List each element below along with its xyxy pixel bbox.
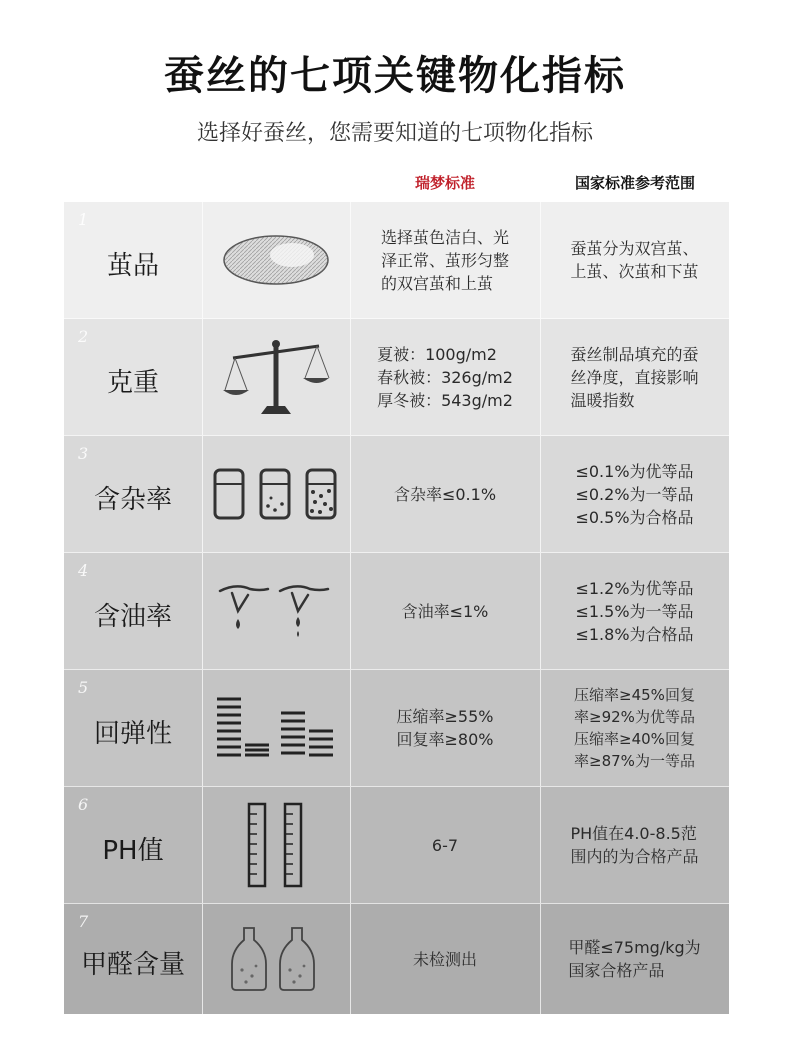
indicator-table (64, 202, 729, 1014)
table-row (64, 202, 729, 319)
bottle-icon (202, 904, 350, 1014)
table-row (64, 319, 729, 436)
indicator-name: 克重 (106, 367, 159, 398)
ruimeng-standard-text: 选择茧色洁白、光 泽正常、茧形匀整 的双宫茧和上茧 (380, 227, 509, 293)
beakers-icon (202, 436, 350, 552)
national-standard-text: ≤0.1%为优等品 ≤0.2%为一等品 ≤0.5%为合格品 (575, 461, 694, 527)
page-title: 蚕丝的七项关键物化指标 (164, 53, 626, 99)
header-ruimeng-standard: 瑞梦标准 (414, 174, 475, 192)
row-number: 6 (78, 795, 89, 814)
cocoon-icon (202, 202, 350, 318)
header-national-standard: 国家标准参考范围 (574, 174, 695, 192)
indicator-name: 含油率 (93, 601, 172, 632)
national-standard-text: 蚕茧分为双宫茧、 上茧、次茧和下茧 (570, 239, 699, 281)
indicator-name: 茧品 (106, 250, 159, 281)
ruimeng-standard-text: 6-7 (431, 835, 459, 855)
national-standard-text: 压缩率≥45%回复 率≥92%为优等品 压缩率≥40%回复 率≥87%为一等品 (574, 686, 695, 770)
table-row (64, 904, 729, 1014)
national-standard-text: 蚕丝制品填充的蚕 丝净度，直接影响 温暖指数 (570, 344, 699, 410)
indicator-name: 甲醛含量 (80, 949, 185, 980)
indicator-name: 回弹性 (93, 718, 172, 749)
national-standard-text: 甲醛≤75mg/kg为 国家合格产品 (568, 938, 701, 980)
indicator-name: PH值 (102, 835, 164, 866)
table-row (64, 553, 729, 670)
row-number: 3 (78, 444, 89, 463)
row-number: 1 (78, 210, 89, 229)
page-subtitle: 选择好蚕丝，您需要知道的七项物化指标 (196, 121, 593, 146)
row-number: 2 (78, 327, 89, 346)
row-number: 7 (78, 912, 89, 931)
ruimeng-standard-text: 未检测出 (412, 949, 477, 969)
ruimeng-standard-text: 含油率≤1% (401, 601, 489, 621)
row-number: 4 (78, 561, 89, 580)
ruimeng-standard-text: 夏被：100g/m2 春秋被：326g/m2 厚冬被：543g/m2 (377, 344, 513, 410)
table-row (64, 436, 729, 553)
ruimeng-standard-text: 含杂率≤0.1% (393, 484, 497, 504)
table-row (64, 670, 729, 787)
indicator-name: 含杂率 (93, 484, 172, 515)
hand-drop-icon (202, 553, 350, 669)
row-number: 5 (78, 678, 89, 697)
national-standard-text: PH值在4.0-8.5范 围内的为合格产品 (570, 824, 699, 866)
table-row (64, 787, 729, 904)
national-standard-text: ≤1.2%为优等品 ≤1.5%为一等品 ≤1.8%为合格品 (575, 578, 694, 644)
ruimeng-standard-text: 压缩率≥55% 回复率≥80% (396, 707, 494, 749)
spring-icon (202, 670, 350, 786)
test-tube-icon (202, 787, 350, 903)
balance-scale-icon (202, 319, 350, 435)
